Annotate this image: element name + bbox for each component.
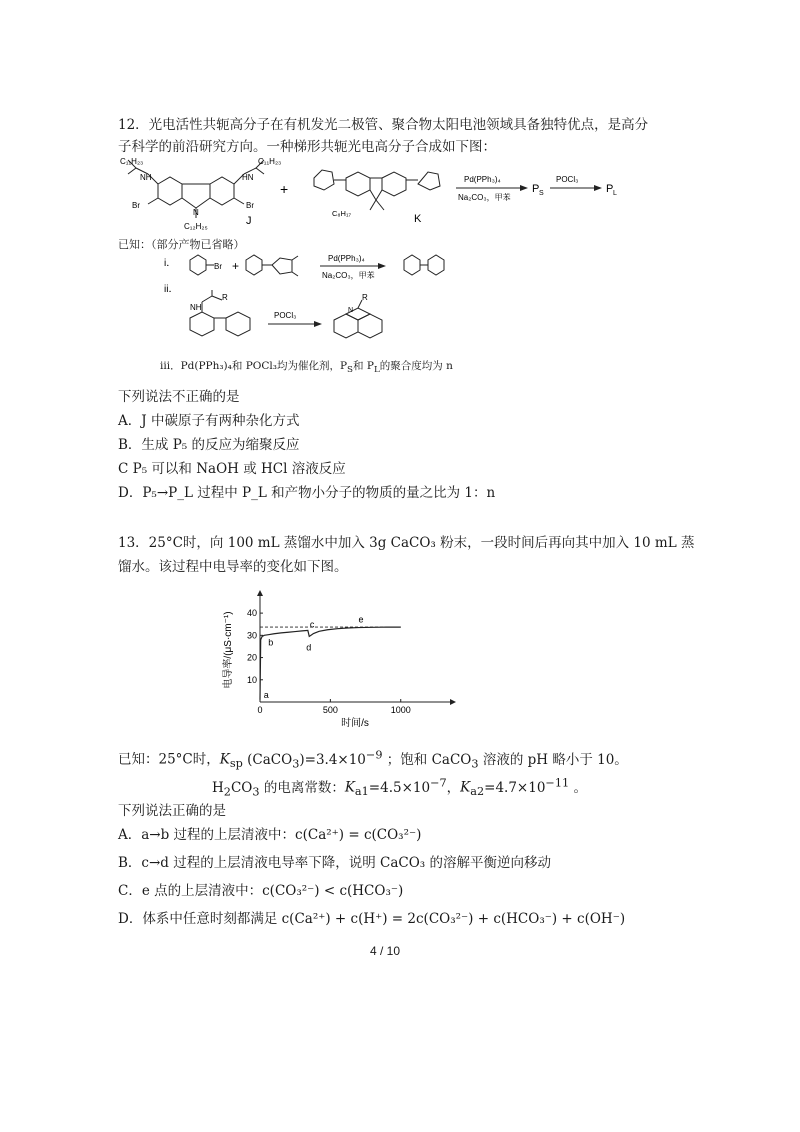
point-label-e: e: [358, 614, 364, 625]
j-nh-left: NH: [140, 173, 152, 182]
known-prefix: 已知：25°C时，: [118, 751, 220, 768]
ka2-sub: a2: [470, 785, 485, 799]
option-label: A．: [118, 413, 142, 429]
option-text: P₅ 可以和 NaOH 或 HCl 溶液反应: [132, 461, 346, 477]
bromobenzene-structure: [190, 255, 214, 275]
q13-option-b[interactable]: [118, 852, 551, 874]
q13-question: 下列说法正确的是: [118, 803, 226, 819]
known-i-label: i．: [164, 258, 177, 269]
option-label: D．: [118, 485, 143, 501]
product-ps-sub: S: [539, 190, 544, 197]
q12-known-reactions: [150, 250, 530, 362]
j-br-left: Br: [132, 201, 140, 210]
phenanthridine-structure: [334, 300, 382, 338]
chart-axes: [257, 590, 456, 705]
reaction-arrow-2-head: [594, 185, 602, 191]
known-iii-end: 的聚合度均为 n: [379, 360, 453, 372]
plus-sign: +: [280, 181, 289, 197]
q12-option-c[interactable]: [118, 458, 346, 480]
y-tick-label: 20: [246, 652, 257, 663]
known-ii-n: N: [348, 307, 354, 314]
q12-option-a[interactable]: [118, 410, 299, 432]
known-i-br: Br: [214, 262, 222, 271]
option-label: C: [118, 461, 133, 477]
amide-biphenyl-structure: [190, 290, 250, 336]
q12-reaction-scheme: [118, 156, 678, 236]
chart-ticks: [247, 608, 411, 715]
product-pl-sub: L: [613, 190, 617, 197]
reagent-pd: Pd(PPh₃)₄: [464, 175, 501, 184]
ka-prefix: $H_2CO_3$ 的电离常数：: [212, 779, 345, 799]
j-n-alkyl: C₁₂H₂₅: [184, 222, 208, 231]
conductivity-chart: [215, 590, 465, 730]
product-ps: P: [532, 183, 540, 195]
chart-y-axis-label: 电导率/(μS·cm⁻¹): [223, 611, 234, 689]
q12-stem-line2: 子科学的前沿研究方向。一种梯形共轭光电高分子合成如下图：: [118, 139, 496, 155]
option-text: J 中碳原子有两种杂化方式: [141, 413, 300, 429]
x-axis-arrow: [450, 699, 456, 705]
point-label-c: c: [309, 619, 315, 630]
option-label: C．: [118, 883, 142, 899]
point-label-d: d: [306, 642, 312, 653]
ka1-symbol: K: [344, 779, 355, 796]
option-text: P₅→P_L 过程中 P_L 和产物小分子的物质的量之比为 1：n: [142, 485, 496, 501]
known-i-arrow-head: [378, 263, 386, 269]
phenylboronate-structure: [246, 255, 298, 276]
known-ii-r: R: [222, 293, 228, 302]
q12-known-iii: [160, 358, 453, 375]
j-nitrogen: N: [193, 208, 199, 217]
q13-option-a[interactable]: [118, 824, 421, 846]
known-i-reagent-top: Pd(PPh₃)₄: [328, 254, 365, 263]
q13-option-c[interactable]: [118, 880, 403, 902]
known-iii-s: S: [347, 365, 354, 376]
reagent-na2co3: Na₂CO₃，甲苯: [458, 193, 511, 202]
option-label: A．: [118, 827, 142, 843]
ksp-value: $(CaCO_3)=3.4\times 10^{-9}$ ；饱和 CaCO$_3$ 溶液的 pH 略小于 10。: [242, 748, 628, 771]
known-ii-r2: R: [362, 293, 368, 302]
reagent-pocl3: POCl₃: [556, 175, 579, 184]
y-tick-label: 30: [246, 630, 257, 641]
ka2-value: $=4.7\times 10^{-11}$ 。: [484, 776, 587, 796]
q12-stem-line1: 12．光电活性共轭高分子在有机发光二极管、聚合物太阳电池领域具备独特优点，是高分: [118, 117, 649, 133]
biphenyl-structure: [404, 255, 444, 275]
page-number: 4 / 10: [370, 944, 401, 958]
chart-lines: [260, 627, 401, 700]
label-k: K: [414, 213, 422, 225]
y-tick-label: 10: [246, 674, 257, 685]
option-text: 生成 P₅ 的反应为缩聚反应: [141, 437, 300, 453]
x-tick-label: 0: [257, 705, 263, 715]
known-i-plus: +: [232, 259, 240, 273]
option-label: B．: [118, 855, 142, 871]
j-nh-right: HN: [242, 173, 254, 182]
point-label-b: b: [268, 637, 274, 648]
known-iii-l: L: [373, 365, 380, 376]
x-tick-label: 1000: [390, 705, 411, 715]
known-ii-arrow-head: [314, 321, 322, 327]
label-j: J: [246, 215, 252, 227]
known-ii-nh: NH: [190, 303, 202, 312]
known-iii-mid: 和 P: [353, 360, 374, 372]
q12-option-d[interactable]: [118, 482, 495, 504]
known-iii-text: iii．Pd(PPh₃)₄和 POCl₃均为催化剂，P: [160, 360, 348, 372]
known-ii-label: ii．: [164, 284, 179, 295]
option-text: a→b 过程的上层清液中：c(Ca²⁺) = c(CO₃²⁻): [141, 827, 422, 843]
j-alkyl-left: C₁₁H₂₃: [120, 157, 144, 166]
j-alkyl-right: C₁₁H₂₃: [258, 157, 282, 166]
q13-stem-line2: 馏水。该过程中电导率的变化如下图。: [118, 559, 348, 575]
q13-option-d[interactable]: [118, 908, 625, 930]
q12-question: 下列说法不正确的是: [118, 389, 240, 405]
ksp-sub: sp: [229, 757, 243, 771]
q13-stem-line1: 13．25°C时，向 100 mL 蒸馏水中加入 3g CaCO₃ 粉末，一段时间后再向其中加入 10 mL 蒸: [118, 535, 695, 551]
chart-point-labels: [264, 615, 364, 700]
j-br-right: Br: [246, 201, 254, 210]
y-axis-arrow: [257, 590, 263, 596]
known-ii-reagent: POCl₃: [274, 311, 297, 320]
q12-known-title: 已知：（部分产物已省略）: [118, 238, 245, 251]
ka1-value: $=4.5\times 10^{-7}$，: [368, 776, 461, 796]
product-pl: P: [606, 183, 614, 195]
chart-x-axis-label: 时间/s: [341, 718, 369, 729]
q12-option-b[interactable]: [118, 434, 300, 456]
k-alkyl: C₈H₁₇: [332, 209, 352, 218]
y-tick-label: 40: [246, 608, 257, 619]
option-text: 体系中任意时刻都满足 c(Ca²⁺) + c(H⁺) = 2c(CO₃²⁻) + c(HCO₃⁻) + c(OH⁻): [142, 911, 626, 927]
option-label: B．: [118, 437, 142, 453]
compound-k-structure: [314, 170, 440, 210]
option-text: e 点的上层清液中：c(CO₃²⁻) < c(HCO₃⁻): [141, 883, 404, 899]
point-label-a: a: [263, 689, 269, 700]
ka2-symbol: K: [460, 779, 471, 796]
ka1-sub: a1: [354, 785, 369, 799]
option-text: c→d 过程的上层清液电导率下降，说明 CaCO₃ 的溶解平衡逆向移动: [141, 855, 551, 871]
q13-known-line2: [212, 772, 587, 803]
known-i-reagent-bottom: Na₂CO₃，甲苯: [322, 271, 375, 280]
ksp-symbol: K: [219, 751, 230, 768]
reaction-arrow-1-head: [520, 185, 528, 191]
x-tick-label: 500: [322, 705, 338, 715]
q13-known-line1: [118, 744, 628, 775]
option-label: D．: [118, 911, 143, 927]
conductivity-curve: [260, 627, 401, 700]
